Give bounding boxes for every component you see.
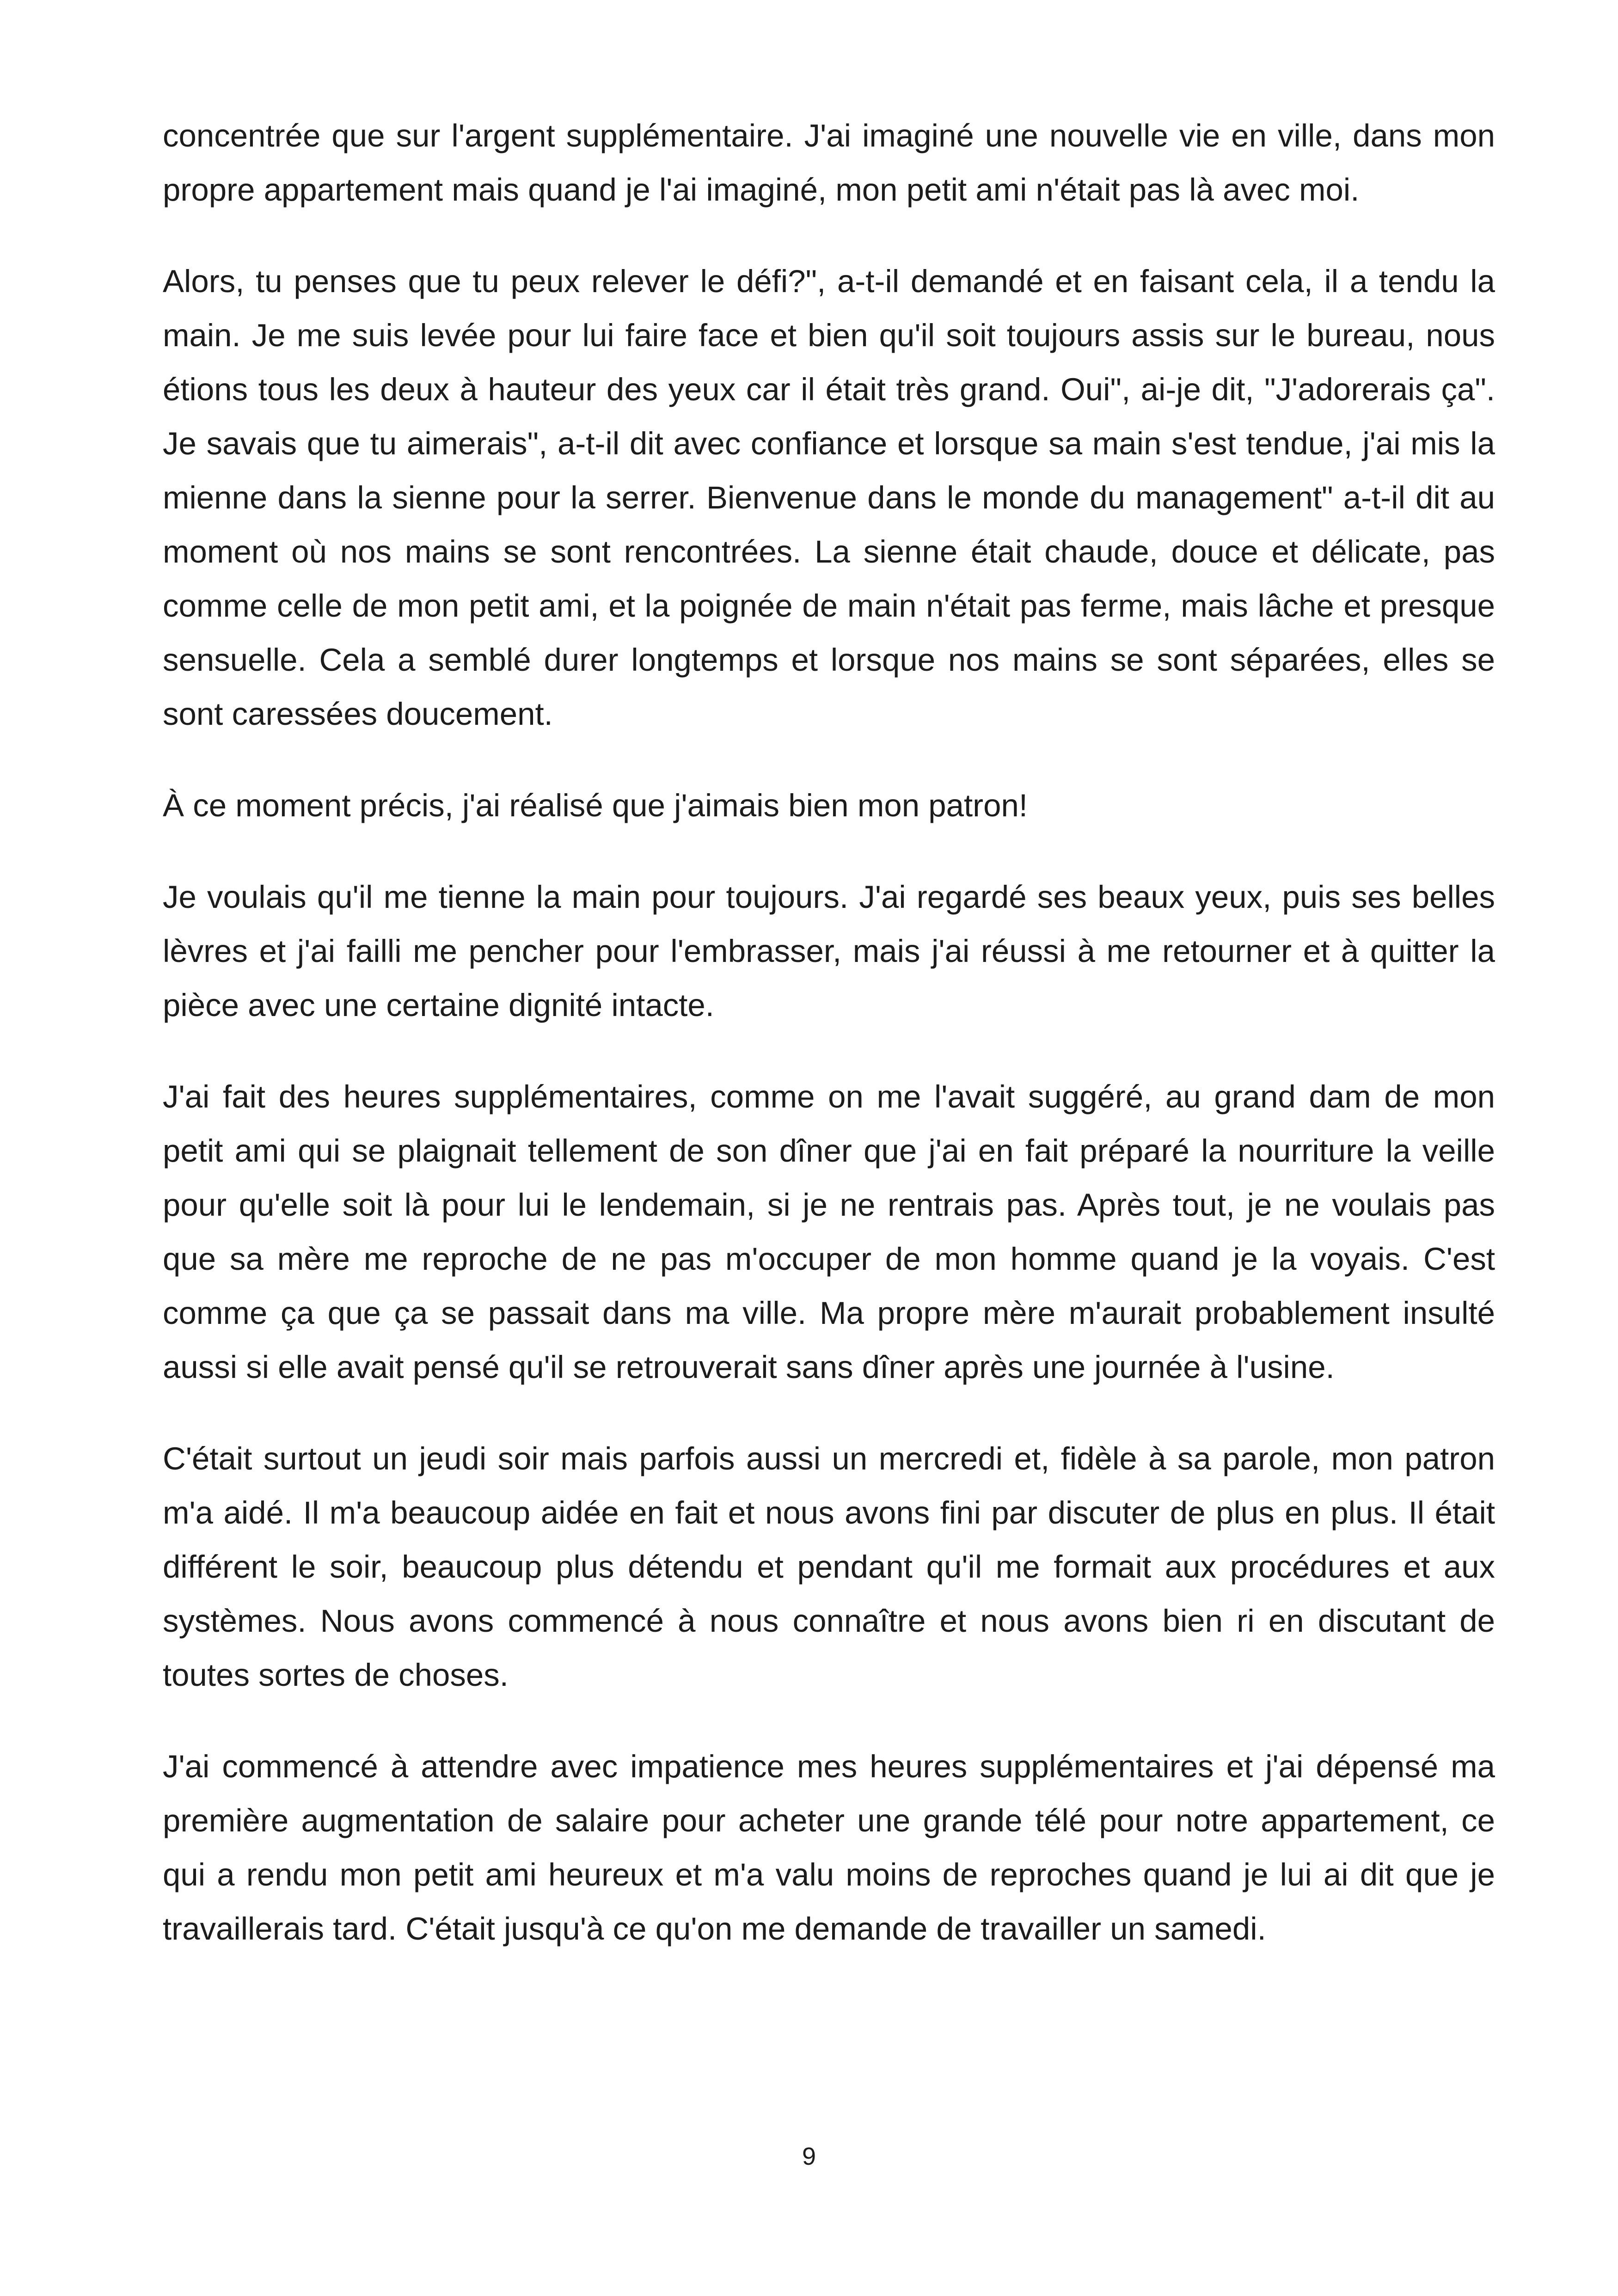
paragraph-6: C'était surtout un jeudi soir mais parfois aussi un mercredi et, fidèle à sa parole, mon patron m'a aidé. Il m'a beaucoup aidée en fait et nous avons fini par discuter de plus en plus. Il était différent le soir, beaucoup plus détendu et pendant qu'il me formait aux procédures et aux systèmes. Nous avons commencé à nous connaître et nous avons bien ri en discutant de toutes sortes de choses. bbox=[163, 1441, 1495, 1693]
paragraph-5: J'ai fait des heures supplémentaires, comme on me l'avait suggéré, au grand dam de mon petit ami qui se plaignait tellement de son dîner que j'ai en fait préparé la nourriture la veille pour qu'elle soit là pour lui le lendemain, si je ne rentrais pas. Après tout, je ne voulais pas que sa mère me reproche de ne pas m'occuper de mon homme quand je la voyais. C'est comme ça que ça se passait dans ma ville. Ma propre mère m'aurait probablement insulté aussi si elle avait pensé qu'il se retrouverait sans dîner après une journée à l'usine. bbox=[163, 1079, 1495, 1385]
page-number: 9 bbox=[802, 2143, 816, 2170]
paragraph-4: Je voulais qu'il me tienne la main pour toujours. J'ai regardé ses beaux yeux, puis ses belles lèvres et j'ai failli me pencher pour l'embrasser, mais j'ai réussi à me retourner et à quitter la pièce avec une certaine dignité intacte. bbox=[163, 879, 1495, 1023]
paragraph-2: Alors, tu penses que tu peux relever le défi?", a-t-il demandé et en faisant cela, il a tendu la main. Je me suis levée pour lui faire face et bien qu'il soit toujours assis sur le bureau, nous étions tous les deux à hauteur des yeux car il était très grand. Oui", ai-je dit, "J'adorerais ça". Je savais que tu aimerais", a-t-il dit avec confiance et lorsque sa main s'est tendue, j'ai mis la mienne dans la sienne pour la serrer. Bienvenue dans le monde du management" a-t-il dit au moment où nos mains se sont rencontrées. La sienne était chaude, douce et délicate, pas comme celle de mon petit ami, et la poignée de main n'était pas ferme, mais lâche et presque sensuelle. Cela a semblé durer longtemps et lorsque nos mains se sont séparées, elles se sont caressées doucement. bbox=[163, 263, 1495, 732]
paragraph-3: À ce moment précis, j'ai réalisé que j'aimais bien mon patron! bbox=[163, 788, 1028, 823]
body-text bbox=[163, 109, 1495, 1993]
paragraph-1: concentrée que sur l'argent supplémentaire. J'ai imaginé une nouvelle vie en ville, dans mon propre appartement mais quand je l'ai imaginé, mon petit ami n'était pas là avec moi. bbox=[163, 118, 1495, 208]
paragraph-7: J'ai commencé à attendre avec impatience mes heures supplémentaires et j'ai dépensé ma première augmentation de salaire pour acheter une grande télé pour notre appartement, ce qui a rendu mon petit ami heureux et m'a valu moins de reproches quand je lui ai dit que je travaillerais tard. C'était jusqu'à ce qu'on me demande de travailler un samedi. bbox=[163, 1749, 1495, 1947]
